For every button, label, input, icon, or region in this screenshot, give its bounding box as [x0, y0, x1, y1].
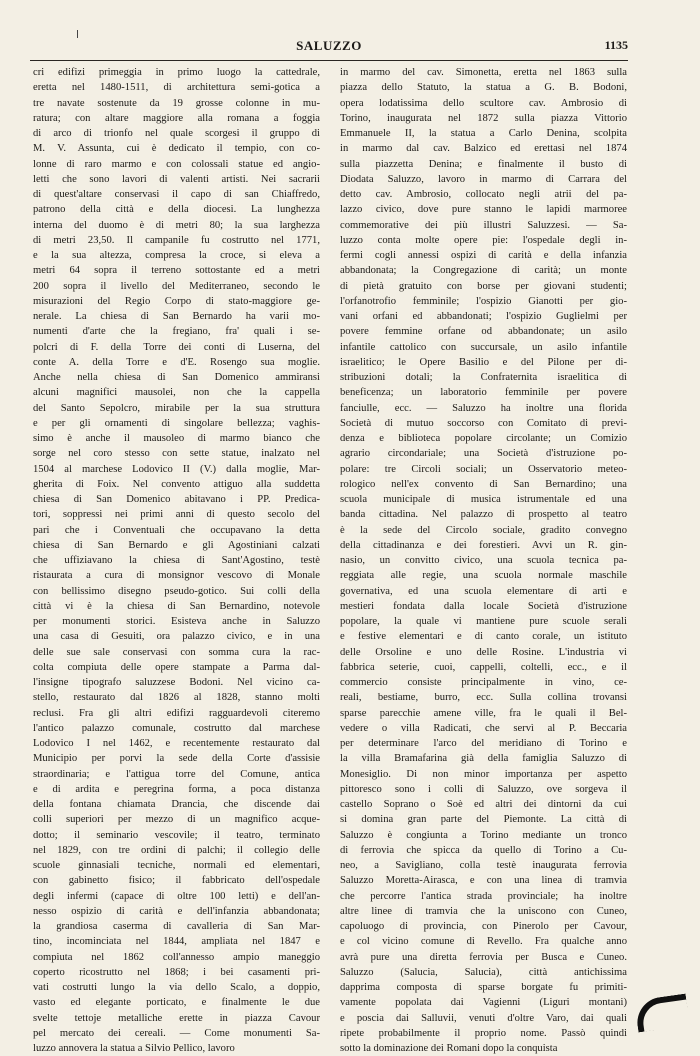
text-line: di metri 23,50. Il campanile fu costrutto nel 1771,: [33, 234, 320, 246]
text-line: beneficenza; un laboratorio femminile per povere: [340, 387, 627, 399]
text-line: conte A. della Torre e d'E. Rosengo sua moglie.: [33, 356, 320, 368]
text-line: reclusi. Fra gli altri edifizi ragguardevoli citeremo: [33, 707, 320, 719]
text-line: castello Soprano o Soè ed altri dei dintorni da cui: [340, 799, 627, 810]
text-line: detto cav. Ambrosio, collocato negli atrii del pa-: [340, 189, 627, 200]
text-line: avrà pure una diretta ferrovia per Busca e Cuneo.: [340, 951, 627, 963]
text-line: l'orfanotrofio femminile; l'ospizio Gianotti per gio-: [340, 295, 627, 307]
text-line: sotto la dominazione dei Romani dopo la conquista: [340, 1043, 558, 1054]
right-column: [340, 65, 627, 1056]
text-line: opera lodatissima dello scultore cav. Ambrosio di: [340, 97, 627, 109]
scan-corner-mark: [630, 991, 700, 1031]
swoosh-mark: [634, 994, 690, 1033]
margin-tick: [77, 30, 78, 38]
text-line: patrono della città e della diocesi. La lunghezza: [33, 204, 320, 216]
text-line: M. V. Assunta, cui è dedicato il tempio, con co-: [33, 143, 320, 155]
text-line: cri edifizi primeggia in primo luogo la cattedrale,: [33, 67, 320, 78]
text-line: nel 1829, con tre ordini di palchi; il collegio delle: [33, 844, 320, 856]
text-line: Monesiglio. Di non minor importanza per aspetto: [340, 768, 627, 780]
text-line: di arco di trionfo nel quale scorgesi il gruppo di: [33, 128, 320, 139]
text-line: neo, a Savigliano, colla testè inaugurata ferrovia: [340, 860, 627, 871]
text-line: compiuta nel 1862 coll'annesso ampio maneggio: [33, 951, 320, 963]
text-line: delle sue sale conservasi con somma cura la rac-: [33, 646, 320, 658]
text-line: rologico nell'ex convento di San Bernardino; una: [340, 478, 627, 490]
text-line: Anche nella chiesa di San Domenico ammiransi: [33, 372, 320, 383]
text-line: in marmo del cav. Simonetta, eretta nel 1863 sulla: [340, 67, 627, 78]
text-line: tre navate sostenute da 19 grosse colonne in mu-: [33, 97, 320, 109]
text-line: polare: tre Circoli sociali; un Osservatorio meteo-: [340, 463, 627, 475]
text-line: Saluzzo (Salucia, Salucia), città antichissima: [340, 966, 627, 978]
text-line: coperto ricostrutto nel 1868; i bei casamenti pri-: [33, 966, 320, 978]
text-line: l'insigne tipografo saluzzese Bodoni. Nel vicino ca-: [33, 677, 320, 688]
text-line: stello, restaurato dal 1826 al 1828, stanno molti: [33, 692, 320, 704]
text-line: Società di mutuo soccorso con Comitato di previ-: [340, 417, 627, 429]
text-line: metri 64 sopra il terreno sottostante ed a metri: [33, 265, 320, 277]
text-line: chiesa di San Domenico abitavano i PP. Predica-: [33, 494, 320, 505]
text-line: pari che i Conventuali che occupavano la detta: [33, 524, 320, 536]
text-line: 200 sopra il livello del Mediterraneo, secondo le: [33, 280, 320, 292]
text-line: ratura; con altare maggiore alla romana a foggia: [33, 112, 320, 124]
text-line: e festive elementari e di canto corale, un istituto: [340, 631, 627, 643]
text-line: ristaurata a cura di monsignor vescovo di Monale: [33, 570, 320, 582]
text-line: del Santo Sepolcro, mirabile per la sua struttura: [33, 402, 320, 414]
text-line: commercio consiste principalmente in vino, ce-: [340, 677, 627, 688]
text-line: Saluzzo è congiunta a Torino mediante un tronco: [340, 829, 627, 841]
text-line: della cittadinanza e dei forestieri. Avvi un R. gin-: [340, 539, 627, 551]
running-header: [30, 38, 628, 58]
text-line: Emmanuele II, la statua a Carlo Denina, scolpita: [340, 128, 627, 139]
text-line: della fontana chiamata Drancia, che discende dai: [33, 799, 320, 810]
text-line: per determinare l'arco del meridiano di Torino e: [340, 738, 627, 749]
text-line: polcri di F. della Torre dei conti di Luserna, del: [33, 341, 320, 353]
text-line: straordinaria; e l'attigua torre del Comune, antica: [33, 768, 320, 780]
text-line: con bellissimo disegno pseudo-gotico. Sui colli della: [33, 585, 320, 597]
text-line: sparse parecchie amene ville, fra le quali il Bel-: [340, 707, 627, 719]
text-line: e poscia dai Salluvii, venuti d'oltre Varo, dai quali: [340, 1012, 627, 1024]
text-line: nerale. La chiesa di San Bernardo ha varii mo-: [33, 311, 320, 322]
text-line: agrario circondariale; una Società d'istruzione po-: [340, 448, 627, 460]
text-line: degli infermi (capace di oltre 100 letti) e dell'an-: [33, 890, 320, 902]
text-line: delle Orsoline e uno delle Rosine. L'industria vi: [340, 646, 627, 658]
text-line: vedere o villa Radicati, che servì al P. Beccaria: [340, 722, 627, 734]
text-line: vati costrutti lungo la via dello Scalo, a doppio,: [33, 982, 320, 993]
text-line: reggiata alle regie, una scuola normale maschile: [340, 570, 627, 582]
text-line: per monumenti storici. Esisteva anche in Saluzzo: [33, 616, 320, 627]
text-line: interna del duomo è di metri 80; la sua larghezza: [33, 219, 320, 231]
text-line: misurazioni del Regio Corpo di stato-maggiore ge-: [33, 295, 320, 307]
text-line: piazza dello Statuto, la statua a G. B. Bodoni,: [340, 82, 627, 94]
text-line: Diodata Saluzzo, lavoro in marmo di Carrara del: [340, 173, 627, 185]
text-line: luzzo annovera la statua a Silvio Pellico, lavoro: [33, 1043, 235, 1054]
text-line: fermi cogli annessi ospizi di carità e della infanzia: [340, 250, 627, 261]
text-line: luzzo conta molte opere pie: l'ospedale degli in-: [340, 234, 627, 246]
text-line: colli superiori per mezzo di un magnifico acque-: [33, 814, 320, 826]
text-line: una casa di Gesuiti, ora palazzo civico, e in una: [33, 631, 320, 643]
text-line: abbandonata; la Congregazione di carità; un monte: [340, 265, 627, 277]
text-line: è la sede del Circolo sociale, gradito convegno: [340, 524, 627, 536]
text-line: israelitico; le Opere Basilio e del Pilone per di-: [340, 356, 627, 368]
text-line: lazzo civico, dove pure stanno le lapidi marmoree: [340, 204, 627, 216]
text-line: colta compiuta delle opere stampate a Parma dal-: [33, 661, 320, 673]
text-line: svelte tettoje metalliche erette in piazza Cavour: [33, 1012, 320, 1024]
text-line: ripete probabilmente il proprio nome. Passò quindi: [340, 1027, 627, 1039]
text-line: Saluzzo Moretta-Airasca, e con una linea di tramvia: [340, 875, 627, 887]
text-line: dotto; il seminario vescovile; il teatro, terminato: [33, 829, 320, 841]
text-line: lonne di raro marmo e con colossali statue ed angio-: [33, 158, 320, 170]
text-line: e col vicino comune di Revello. Fra qualche anno: [340, 936, 627, 948]
text-line: vamente popolata dai Vagienni (Liguri montani): [340, 997, 627, 1009]
text-line: Municipio per porvi la sede della Corte d'assisie: [33, 753, 320, 765]
text-line: vani orfani ed abbandonati; l'ospizio Guglielmi per: [340, 311, 627, 322]
text-line: commemorative dei più illustri Saluzzesi. — Sa-: [340, 219, 627, 231]
text-line: di quest'altare conservasi il capo di san Chiaffredo,: [33, 189, 320, 200]
text-line: e per gli ornamenti di singolare bellezza; vaghis-: [33, 417, 320, 429]
page-number: 1135: [604, 38, 628, 52]
text-line: banda cittadina. Nel palazzo di prospetto al teatro: [340, 509, 627, 521]
text-line: nasio, un convitto civico, una scuola tecnica pa-: [340, 555, 627, 566]
text-line: simo è anche il mausoleo di marmo bianco che: [33, 433, 320, 444]
text-line: eretta nel 1480-1511, di architettura semi-gotica a: [33, 82, 320, 94]
left-column: [33, 65, 320, 1056]
text-line: l'antico palazzo comunale, costrutto dal marchese: [33, 722, 320, 734]
text-line: reali, bestiame, burro, ecc. Sulla collina trovansi: [340, 692, 627, 704]
text-line: si domina gran parte del Piemonte. La città di: [340, 814, 627, 826]
text-line: alcuni magnifici mausolei, non che la cappella: [33, 387, 320, 399]
text-line: vasto ed elegante porticato, e finalmente le due: [33, 997, 320, 1009]
text-line: fanciulle, ecc. — Saluzzo ha inoltre una florida: [340, 402, 627, 414]
text-line: gherita di Foix. Nel convento attiguo alla suddetta: [33, 478, 320, 490]
text-line: scuole ginnasiali tecniche, normali ed elementari,: [33, 860, 320, 871]
text-line: popolare, la quale vi mantiene pure scuole serali: [340, 616, 627, 627]
text-line: dapprima composta di sparse borgate fu primiti-: [340, 982, 627, 993]
text-line: infantile cattolico con succursale, un asilo infantile: [340, 341, 627, 353]
text-line: Torino, inaugurata nel 1872 sulla piazza Vittorio: [340, 112, 627, 124]
text-line: povere femmine orfane od abbandonate; un asilo: [340, 326, 627, 338]
text-line: letti che sono lavori di valenti artisti. Nei sacrarii: [33, 173, 320, 185]
text-line: tori, soppressi nei primi anni di questo secolo del: [33, 509, 320, 521]
text-line: capoluogo di provincia, con Pinerolo per Cavour,: [340, 921, 627, 932]
header-rule: [30, 60, 628, 61]
text-line: e di ardita e peregrina forma, a poca distanza: [33, 783, 320, 795]
text-line: Lodovico I nel 1462, e recentemente restaurato dal: [33, 738, 320, 749]
running-title: SALUZZO: [296, 38, 362, 53]
text-line: sulla piazzetta Denina; e finalmente il busto di: [340, 158, 627, 170]
text-line: che percorre l'antica strada provinciale; ha inoltre: [340, 890, 627, 902]
text-line: fabbrica seterie, cuoi, cappelli, coltelli, ecc., e il: [340, 661, 627, 673]
text-line: denza e biblioteca popolare circolante; un Comizio: [340, 433, 627, 444]
text-line: con gabinetto fisico; il fabbricato dell'ospedale: [33, 875, 320, 887]
text-line: mestieri fondata dalla locale Società d'istruzione: [340, 600, 627, 612]
text-line: nesso ospizio di carità e dell'infanzia abbandonata;: [33, 905, 320, 917]
text-line: chiesa di San Bernardo e gli Agostiniani calzati: [33, 539, 320, 551]
text-line: sorge nel coro stesso con sette statue, inalzato nel: [33, 448, 320, 460]
text-line: la villa Bramafarina già della famiglia Saluzzo di: [340, 753, 627, 765]
text-line: in marmo dal cav. Balzico ed erettasi nel 1874: [340, 143, 627, 155]
text-line: altre linee di tramvia che la uniscono con Cuneo,: [340, 905, 627, 917]
text-line: di ferrovia che spicca da quello di Torino a Cu-: [340, 844, 627, 856]
text-line: città vi è la chiesa di San Bernardino, notevole: [33, 600, 320, 612]
text-line: la grandiosa caserma di cavalleria di San Mar-: [33, 921, 320, 932]
text-line: pel mercato dei cereali. — Come monumenti Sa-: [33, 1027, 320, 1039]
text-line: di pietà gratuito con borse per giovani studenti;: [340, 280, 627, 292]
text-line: 1504 al marchese Lodovico II (V.) dalla moglie, Mar-: [33, 463, 320, 475]
text-line: stribuzioni dotali; la Confraternita israelitica di: [340, 372, 627, 383]
text-line: pittoresco sono i colli di Saluzzo, ove sorgeva il: [340, 783, 627, 795]
text-line: scuola municipale di musica istrumentale ed una: [340, 494, 627, 505]
text-line: che uffiziavano la chiesa di Sant'Agostino, testè: [33, 555, 320, 566]
text-line: governativa, ed una scuola elementare di arti e: [340, 585, 627, 597]
text-line: e la sua altezza, compresa la croce, si eleva a: [33, 250, 320, 261]
text-line: numenti d'arte che la fregiano, fra' quali i se-: [33, 326, 320, 338]
text-line: tino, incominciata nel 1844, ampliata nel 1847 e: [33, 936, 320, 948]
